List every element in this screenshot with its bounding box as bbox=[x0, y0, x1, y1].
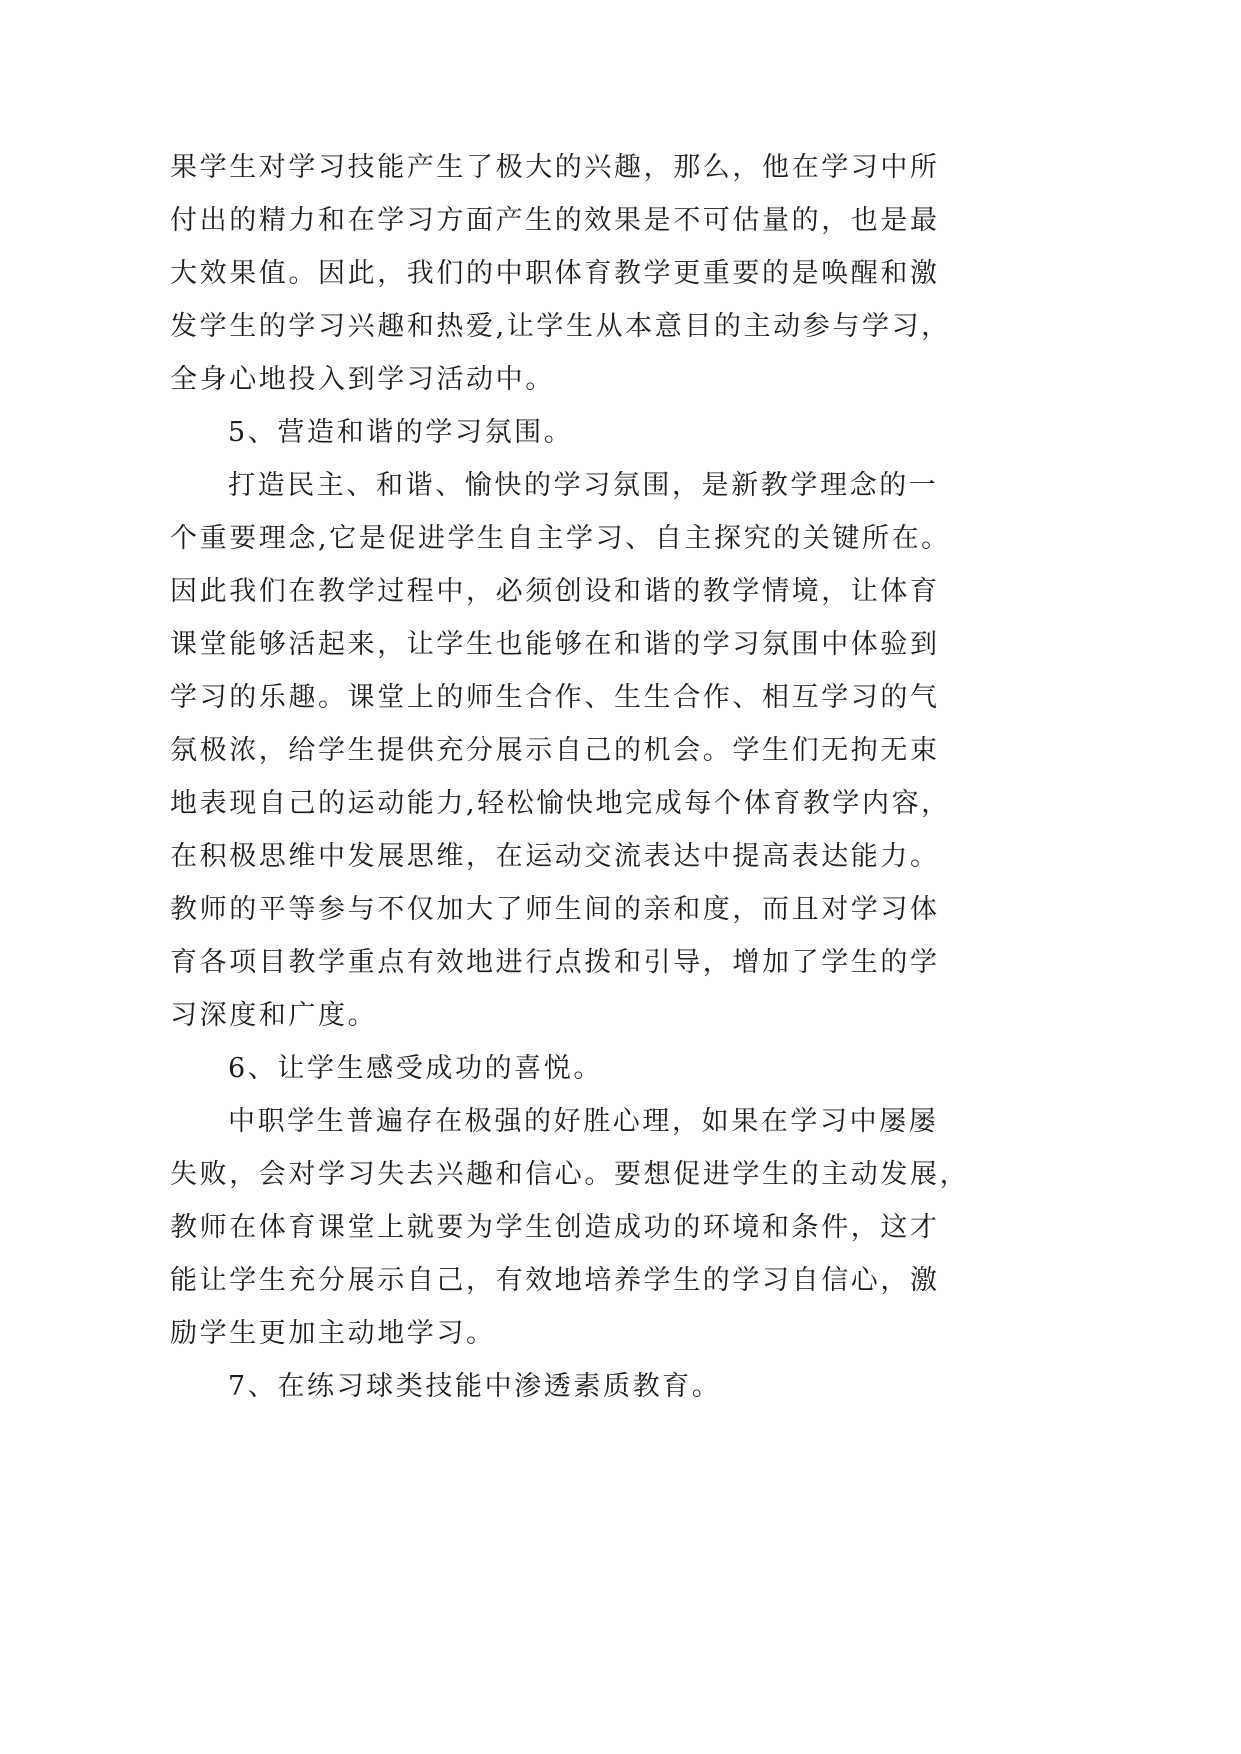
paragraph-line: 教师的平等参与不仅加大了师生间的亲和度，而且对学习体 bbox=[170, 894, 940, 925]
paragraph-line: 教师在体育课堂上就要为学生创造成功的环境和条件，这才 bbox=[170, 1212, 940, 1243]
document-body bbox=[170, 141, 970, 1413]
paragraph-line: 因此我们在教学过程中，必须创设和谐的教学情境，让体育 bbox=[170, 576, 940, 607]
paragraph-line: 付出的精力和在学习方面产生的效果是不可估量的，也是最 bbox=[170, 205, 940, 236]
paragraph-line: 全身心地投入到学习活动中。 bbox=[170, 364, 555, 395]
paragraph-line: 学习的乐趣。课堂上的师生合作、生生合作、相互学习的气 bbox=[170, 682, 940, 713]
paragraph-line: 果学生对学习技能产生了极大的兴趣，那么，他在学习中所 bbox=[170, 152, 940, 183]
section-heading: 5、营造和谐的学习氛围。 bbox=[228, 417, 574, 448]
paragraph-line: 课堂能够活起来，让学生也能够在和谐的学习氛围中体验到 bbox=[170, 629, 940, 660]
paragraph-line: 氛极浓，给学生提供充分展示自己的机会。学生们无拘无束 bbox=[170, 735, 940, 766]
paragraph-line: 习深度和广度。 bbox=[170, 1000, 378, 1031]
paragraph-line: 能让学生充分展示自己，有效地培养学生的学习自信心，激 bbox=[170, 1265, 940, 1296]
paragraph-line: 失败，会对学习失去兴趣和信心。要想促进学生的主动发展， bbox=[170, 1159, 970, 1190]
paragraph-line: 发学生的学习兴趣和热爱,让学生从本意目的主动参与学习， bbox=[170, 311, 951, 342]
paragraph-line: 地表现自己的运动能力,轻松愉快地完成每个体育教学内容， bbox=[170, 788, 951, 819]
section-heading: 7、在练习球类技能中渗透素质教育。 bbox=[228, 1371, 722, 1402]
paragraph-line: 励学生更加主动地学习。 bbox=[170, 1318, 496, 1349]
paragraph-line: 育各项目教学重点有效地进行点拨和引导，增加了学生的学 bbox=[170, 947, 940, 978]
paragraph-line: 中职学生普遍存在极强的好胜心理，如果在学习中屡屡 bbox=[228, 1106, 939, 1137]
paragraph-line: 在积极思维中发展思维，在运动交流表达中提高表达能力。 bbox=[170, 841, 940, 872]
paragraph-line: 大效果值。因此，我们的中职体育教学更重要的是唤醒和激 bbox=[170, 258, 940, 289]
section-heading: 6、让学生感受成功的喜悦。 bbox=[228, 1053, 603, 1084]
paragraph-line: 个重要理念,它是促进学生自主学习、自主探究的关键所在。 bbox=[170, 523, 951, 554]
paragraph-line: 打造民主、和谐、愉快的学习氛围，是新教学理念的一 bbox=[228, 470, 939, 501]
